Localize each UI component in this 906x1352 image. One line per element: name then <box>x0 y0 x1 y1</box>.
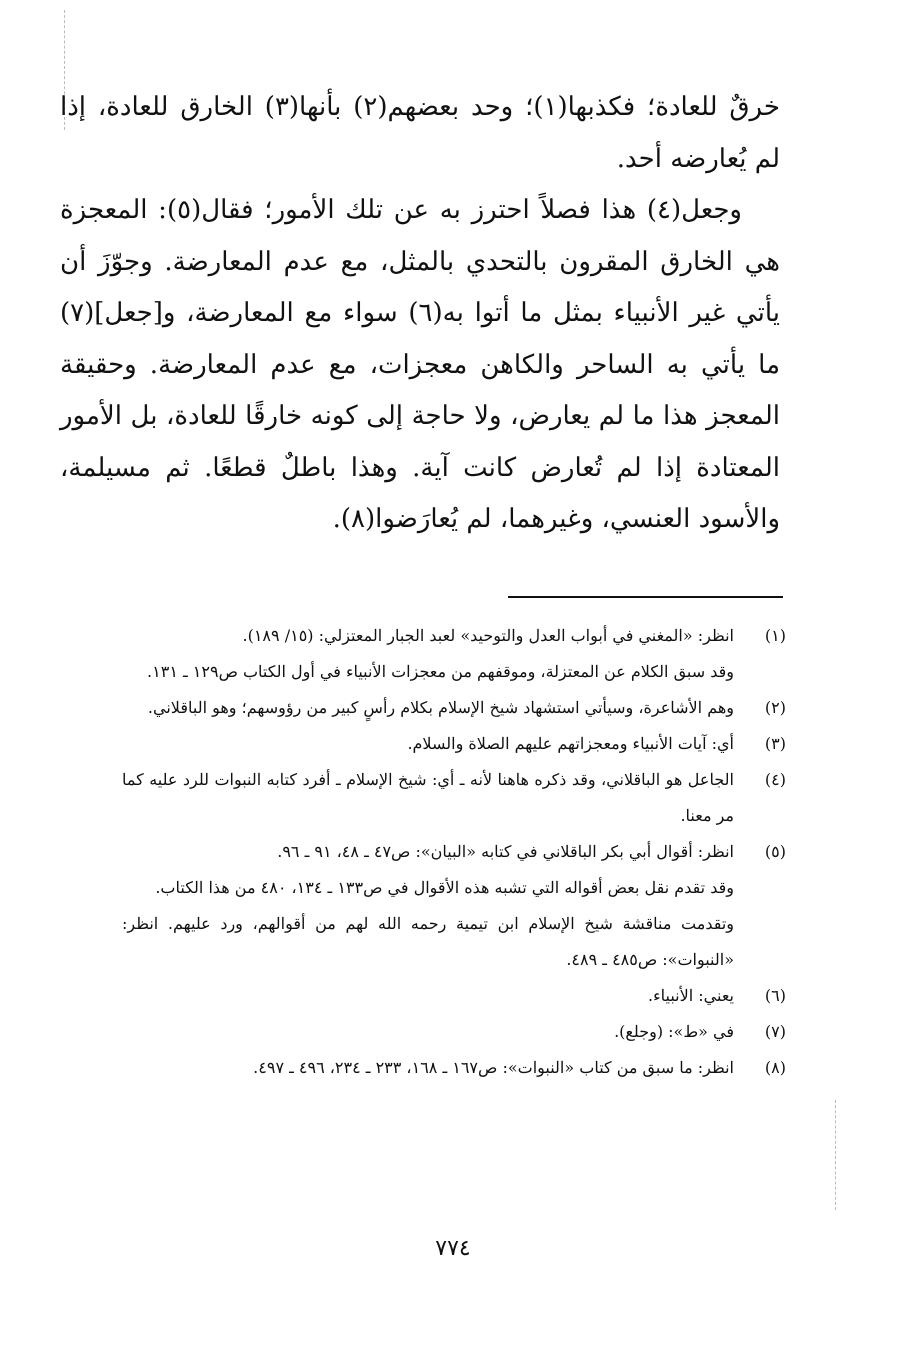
footnote-line: انظر: «المغني في أبواب العدل والتوحيد» لعبد الجبار المعتزلي: (١٥/ ١٨٩). <box>242 626 734 645</box>
paragraph-2: وجعل(٤) هذا فصلاً احترز به عن تلك الأمور؛ فقال(٥): المعجزة هي الخارق المقرون بالتحدي بالمثل، مع عدم المعارضة. وجوّزَ أن يأتي غير الأنبياء بمثل ما أتوا به(٦) سواء مع المعارضة، و[جعل](٧) ما يأتي به الساحر والكاهن معجزات، مع عدم المعارضة. وحقيقة المعجز هذا ما لم يعارض، ولا حاجة إلى كونه خارقًا للعادة، بل الأمور المعتادة إذا لم تُعارض كانت آية. وهذا باطلٌ قطعًا. ثم مسيلمة، والأسود العنسي، وغيرهما، لم يُعارَضوا(٨). <box>60 195 781 534</box>
footnote-line: في «ط»: (وجلع). <box>614 1022 734 1041</box>
footnote-line: يعني: الأنبياء. <box>648 986 734 1005</box>
footnote-number: (٧) <box>764 1022 786 1041</box>
footnote-6 <box>122 978 786 1014</box>
footnote-2 <box>122 690 786 726</box>
footnote-number: (٥) <box>764 842 786 861</box>
main-text <box>60 82 780 546</box>
footnote-number: (٨) <box>764 1058 786 1077</box>
footnote-line: الجاعل هو الباقلاني، وقد ذكره هاهنا لأنه ـ أي: شيخ الإسلام ـ أفرد كتابه النبوات للرد عليه كما مر معنا. <box>122 770 734 825</box>
footnote-number: (٢) <box>764 698 786 717</box>
page-number: ٧٧٤ <box>435 1236 471 1261</box>
footnote-line: انظر: ما سبق من كتاب «النبوات»: ص١٦٧ ـ ١٦٨، ٢٣٣ ـ ٢٣٤، ٤٩٦ ـ ٤٩٧. <box>253 1058 734 1077</box>
footnote-line: انظر: أقوال أبي بكر الباقلاني في كتابه «البيان»: ص٤٧ ـ ٤٨، ٩١ ـ ٩٦. <box>277 842 734 861</box>
footnote-7 <box>122 1014 786 1050</box>
footnotes <box>122 618 786 1086</box>
footnote-line: أي: آيات الأنبياء ومعجزاتهم عليهم الصلاة والسلام. <box>407 734 734 753</box>
footnote-line: وتقدمت مناقشة شيخ الإسلام ابن تيمية رحمه الله لهم من أقوالهم، ورد عليهم. انظر: «النبوات»: ص٤٨٥ ـ ٤٨٩. <box>122 914 734 969</box>
footnote-number: (٤) <box>764 770 786 789</box>
footnote-5 <box>122 834 786 978</box>
footnote-line: وقد سبق الكلام عن المعتزلة، وموقفهم من معجزات الأنبياء في أول الكتاب ص١٢٩ ـ ١٣١. <box>147 662 734 681</box>
footnote-number: (٦) <box>764 986 786 1005</box>
footnote-number: (٣) <box>764 734 786 753</box>
footnote-3 <box>122 726 786 762</box>
footnote-8 <box>122 1050 786 1086</box>
footnote-divider <box>508 596 783 598</box>
scan-margin-line <box>835 1100 836 1210</box>
footnote-4 <box>122 762 786 834</box>
paragraph-1: خرقٌ للعادة؛ فكذبها(١)؛ وحد بعضهم(٢) بأنها(٣) الخارق للعادة، إذا لم يُعارضه أحد. <box>60 92 780 174</box>
footnote-line: وهم الأشاعرة، وسيأتي استشهاد شيخ الإسلام بكلام رأسٍ كبير من رؤوسهم؛ وهو الباقلاني. <box>147 698 734 717</box>
footnote-number: (١) <box>764 626 786 645</box>
footnote-line: وقد تقدم نقل بعض أقواله التي تشبه هذه الأقوال في ص١٣٣ ـ ١٣٤، ٤٨٠ من هذا الكتاب. <box>155 878 734 897</box>
footnote-1 <box>122 618 786 690</box>
